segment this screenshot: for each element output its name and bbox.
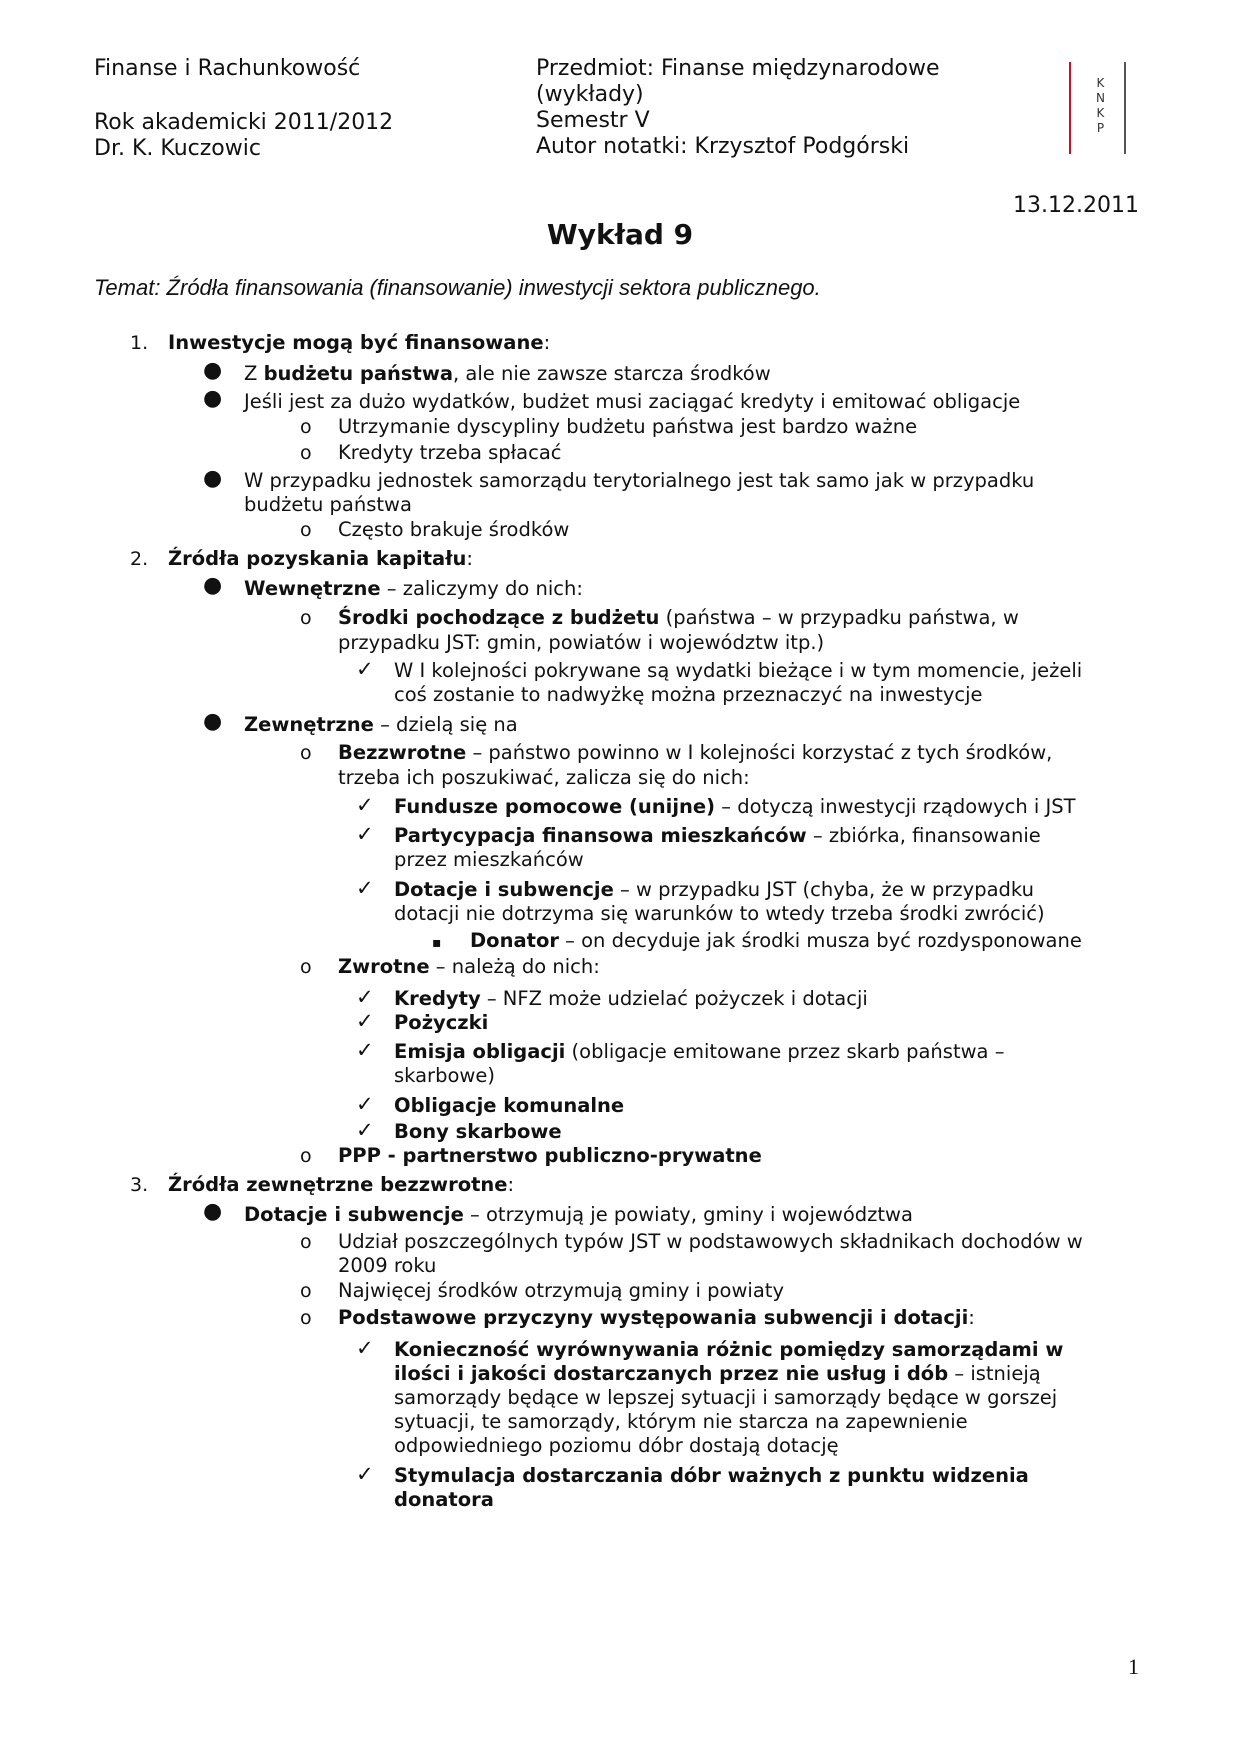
list-item: Dotacje i subwencje – w przypadku JST (chyba, że w przypadku: [394, 878, 1034, 901]
list-item: W I kolejności pokrywane są wydatki bieżące i w tym momencie, jeżeli: [394, 659, 1083, 682]
bullet-icon: ●: [203, 709, 223, 734]
list-item: Udział poszczególnych typów JST w podstawowych składnikach dochodów w: [338, 1230, 1083, 1253]
logo-gray-bar: [1124, 62, 1126, 154]
list-item: Podstawowe przyczyny występowania subwencji i dotacji:: [338, 1306, 975, 1329]
check-icon: ✓: [356, 657, 374, 681]
circle-bullet-icon: o: [300, 956, 312, 978]
knkp-logo: [1064, 62, 1128, 156]
list-number: 3.: [130, 1174, 149, 1196]
list-item: Stymulacja dostarczania dóbr ważnych z punktu widzenia: [394, 1464, 1029, 1487]
list-item: Pożyczki: [394, 1011, 489, 1034]
circle-bullet-icon: o: [300, 1231, 312, 1253]
list-item: trzeba ich poszukiwać, zalicza się do nich:: [338, 766, 750, 789]
list-item: Dotacje i subwencje – otrzymują je powiaty, gminy i województwa: [244, 1203, 913, 1226]
list-item: coś zostanie to nadwyżkę można przeznaczyć na inwestycje: [394, 683, 983, 706]
lecture-topic: Temat: Źródła finansowania (finansowanie) inwestycji sektora publicznego.: [94, 275, 821, 300]
academic-year: Rok akademicki 2011/2012: [94, 110, 394, 135]
check-icon: ✓: [356, 1009, 374, 1033]
list-item: ilości i jakości dostarczanych przez nie usług i dób – istnieją: [394, 1362, 1041, 1385]
circle-bullet-icon: o: [300, 1145, 312, 1167]
list-item: przypadku JST: gmin, powiatów i województw itp.): [338, 631, 825, 654]
header-left: [94, 56, 393, 162]
list-item: Emisja obligacji (obligacje emitowane przez skarb państwa –: [394, 1040, 1005, 1063]
check-icon: ✓: [356, 822, 374, 846]
logo-letters: K N K P: [1096, 76, 1105, 135]
list-item: sytuacji, te samorządy, którym nie starcza na zapewnienie: [394, 1410, 968, 1433]
square-bullet-icon: ▪: [432, 935, 442, 951]
circle-bullet-icon: o: [300, 416, 312, 438]
logo-red-bar: [1069, 62, 1071, 154]
bullet-icon: ●: [203, 386, 223, 411]
list-item: Partycypacja finansowa mieszkańców – zbiórka, finansowanie: [394, 824, 1041, 847]
list-number: 1.: [130, 332, 149, 354]
circle-bullet-icon: o: [300, 1307, 312, 1329]
list-item: budżetu państwa: [244, 493, 412, 516]
header-middle: [536, 56, 940, 160]
list-item: Najwięcej środków otrzymują gminy i powiaty: [338, 1279, 784, 1302]
bullet-icon: ●: [203, 573, 223, 598]
check-icon: ✓: [356, 1118, 374, 1142]
faculty-name: Finanse i Rachunkowość: [94, 56, 361, 81]
check-icon: ✓: [356, 1038, 374, 1062]
check-icon: ✓: [356, 876, 374, 900]
subject: Przedmiot: Finanse międzynarodowe: [536, 56, 940, 81]
list-item: dotacji nie dotrzyma się warunków to wtedy trzeba środki zwrócić): [394, 902, 1045, 925]
bullet-icon: ●: [203, 358, 223, 383]
semester: Semestr V: [536, 108, 650, 133]
list-item: przez mieszkańców: [394, 848, 584, 871]
bullet-icon: ●: [203, 1199, 223, 1224]
section-2-heading: Źródła pozyskania kapitału:: [168, 547, 473, 570]
list-item: Wewnętrzne – zaliczymy do nich:: [244, 577, 583, 600]
circle-bullet-icon: o: [300, 442, 312, 464]
check-icon: ✓: [356, 985, 374, 1009]
circle-bullet-icon: o: [300, 607, 312, 629]
list-item: Utrzymanie dyscypliny budżetu państwa jest bardzo ważne: [338, 415, 918, 438]
list-number: 2.: [130, 548, 149, 570]
list-item: Kredyty – NFZ może udzielać pożyczek i dotacji: [394, 987, 868, 1010]
list-item: 2009 roku: [338, 1254, 437, 1277]
circle-bullet-icon: o: [300, 1280, 312, 1302]
list-item: samorządy będące w lepszej sytuacji i samorządy będące w gorszej: [394, 1386, 1058, 1409]
list-item: Fundusze pomocowe (unijne) – dotyczą inwestycji rządowych i JST: [394, 795, 1076, 818]
section-3-heading: Źródła zewnętrzne bezzwrotne:: [168, 1173, 515, 1196]
list-item: donatora: [394, 1488, 494, 1511]
check-icon: ✓: [356, 1092, 374, 1116]
list-item: Zwrotne – należą do nich:: [338, 955, 600, 978]
list-item: Donator – on decyduje jak środki musza być rozdysponowane: [470, 929, 1082, 952]
list-item: Z budżetu państwa, ale nie zawsze starcza środków: [244, 362, 771, 385]
list-item: odpowiedniego poziomu dóbr dostają dotację: [394, 1434, 839, 1457]
list-item: W przypadku jednostek samorządu terytorialnego jest tak samo jak w przypadku: [244, 469, 1035, 492]
list-item: Obligacje komunalne: [394, 1094, 625, 1117]
check-icon: ✓: [356, 1336, 374, 1360]
page-number: 1: [1128, 1654, 1139, 1679]
list-item: Często brakuje środków: [338, 518, 570, 541]
list-item: Jeśli jest za dużo wydatków, budżet musi zaciągać kredyty i emitować obligacje: [244, 390, 1021, 413]
lecturer: Dr. K. Kuczowic: [94, 136, 261, 161]
list-item: skarbowe): [394, 1064, 495, 1087]
check-icon: ✓: [356, 1462, 374, 1486]
section-1-heading: Inwestycje mogą być finansowane:: [168, 331, 551, 354]
list-item: PPP - partnerstwo publiczno-prywatne: [338, 1144, 762, 1167]
list-item: Bezzwrotne – państwo powinno w I kolejności korzystać z tych środków,: [338, 741, 1053, 764]
list-item: Zewnętrzne – dzielą się na: [244, 713, 518, 736]
circle-bullet-icon: o: [300, 519, 312, 541]
lecture-date: 13.12.2011: [1013, 193, 1139, 218]
list-item: Bony skarbowe: [394, 1120, 562, 1143]
note-author: Autor notatki: Krzysztof Podgórski: [536, 134, 910, 159]
list-item: Konieczność wyrównywania różnic pomiędzy samorządami w: [394, 1338, 1064, 1361]
check-icon: ✓: [356, 793, 374, 817]
list-item: Kredyty trzeba spłacać: [338, 441, 562, 464]
page-title: Wykład 9: [546, 218, 694, 251]
subject-type: (wykłady): [536, 82, 644, 107]
bullet-icon: ●: [203, 466, 223, 491]
list-item: Środki pochodzące z budżetu (państwa – w przypadku państwa, w: [338, 606, 1019, 629]
circle-bullet-icon: o: [300, 742, 312, 764]
